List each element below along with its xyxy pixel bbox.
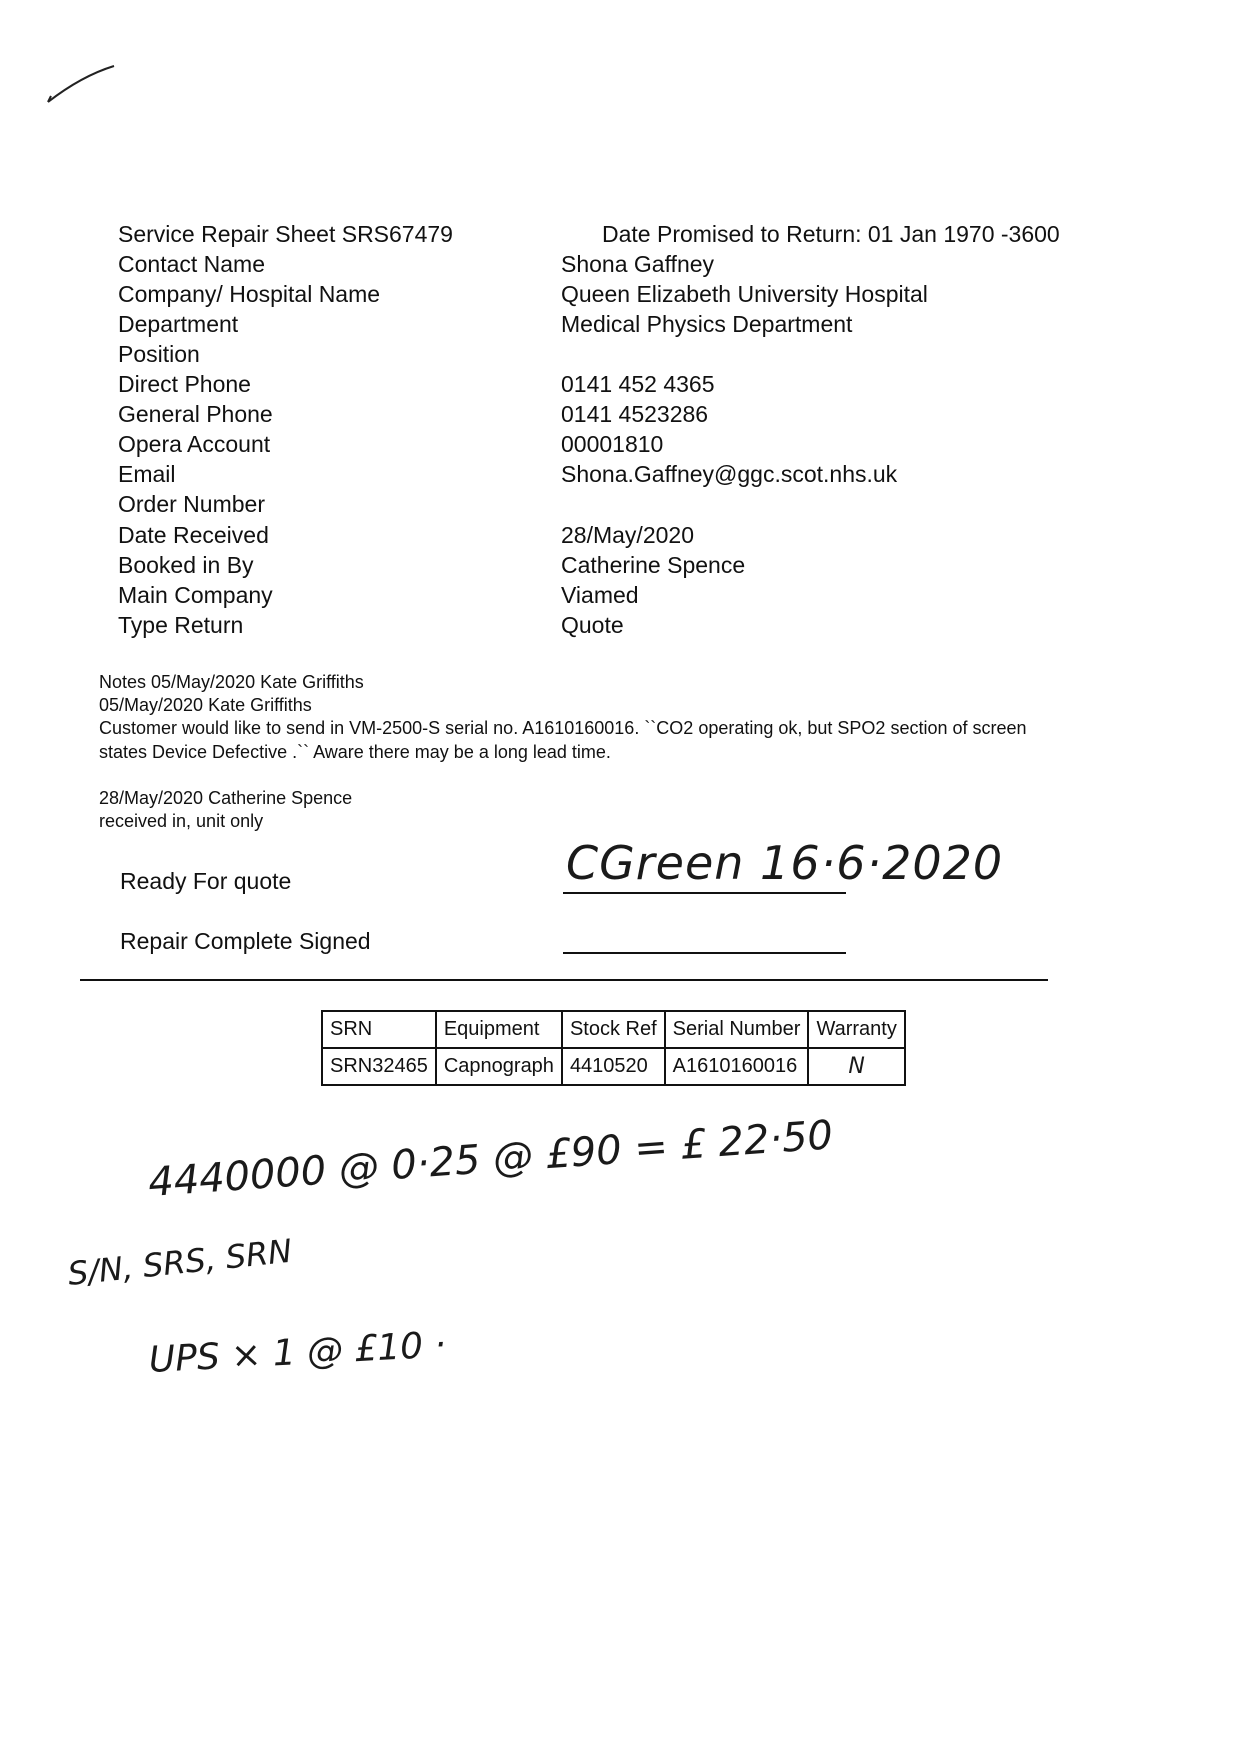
field-value-main-company: Viamed bbox=[561, 582, 639, 608]
notes-line: 28/May/2020 Catherine Spence bbox=[99, 788, 353, 808]
repair-complete-label: Repair Complete Signed bbox=[120, 928, 371, 954]
field-label-booked-in-by: Booked in By bbox=[118, 552, 254, 578]
field-label-date-received: Date Received bbox=[118, 522, 269, 548]
field-value-department: Medical Physics Department bbox=[561, 311, 853, 337]
pen-mark-icon bbox=[44, 60, 116, 106]
notes-line: received in, unit only bbox=[99, 811, 264, 831]
table-header-row bbox=[322, 1011, 905, 1048]
field-label-opera-account: Opera Account bbox=[118, 431, 271, 457]
field-label-email: Email bbox=[118, 461, 176, 487]
sheet-title: Service Repair Sheet SRS67479 bbox=[118, 221, 453, 247]
field-value-date-received: 28/May/2020 bbox=[561, 522, 694, 548]
notes-line: states Device Defective .`` Aware there may be a long lead time. bbox=[99, 742, 611, 762]
table-cell-stock-ref: 4410520 bbox=[562, 1048, 665, 1085]
table-row bbox=[322, 1048, 905, 1085]
field-label-company: Company/ Hospital Name bbox=[118, 281, 381, 307]
table-cell-warranty bbox=[808, 1048, 904, 1085]
section-divider bbox=[80, 979, 1048, 981]
notes-line: Notes 05/May/2020 Kate Griffiths bbox=[99, 672, 364, 692]
handwritten-quote-line: 4440000 @ 0·25 @ £90 = £ 22·50 bbox=[146, 1112, 835, 1206]
equipment-table bbox=[321, 1010, 906, 1086]
field-label-general-phone: General Phone bbox=[118, 401, 273, 427]
notes-line: 05/May/2020 Kate Griffiths bbox=[99, 695, 312, 715]
table-header: Stock Ref bbox=[562, 1011, 665, 1048]
table-header: Warranty bbox=[808, 1011, 904, 1048]
warranty-handwritten: N bbox=[848, 1054, 865, 1079]
field-label-department: Department bbox=[118, 311, 239, 337]
field-label-position: Position bbox=[118, 341, 200, 367]
field-label-type-return: Type Return bbox=[118, 612, 244, 638]
date-promised: Date Promised to Return: 01 Jan 1970 -3600 bbox=[602, 221, 1060, 247]
field-value-type-return: Quote bbox=[561, 612, 624, 638]
table-header: Equipment bbox=[436, 1011, 562, 1048]
field-value-opera-account: 00001810 bbox=[561, 431, 664, 457]
field-value-booked-in-by: Catherine Spence bbox=[561, 552, 746, 578]
table-cell-srn: SRN32465 bbox=[322, 1048, 436, 1085]
field-value-company: Queen Elizabeth University Hospital bbox=[561, 281, 928, 307]
field-value-email: Shona.Gaffney@ggc.scot.nhs.uk bbox=[561, 461, 898, 487]
table-cell-equipment: Capnograph bbox=[436, 1048, 562, 1085]
ready-for-quote-label: Ready For quote bbox=[120, 868, 292, 894]
field-label-main-company: Main Company bbox=[118, 582, 273, 608]
handwritten-reference-line: S/N, SRS, SRN bbox=[66, 1231, 294, 1293]
handwritten-ups-line: UPS × 1 @ £10 · bbox=[147, 1324, 447, 1381]
table-header: SRN bbox=[322, 1011, 436, 1048]
notes-line: Customer would like to send in VM-2500-S serial no. A1610160016. ``CO2 operating ok, but SPO2 section of screen bbox=[99, 718, 1027, 738]
table-cell-serial-number: A1610160016 bbox=[665, 1048, 809, 1085]
field-value-direct-phone: 0141 452 4365 bbox=[561, 371, 715, 397]
field-label-direct-phone: Direct Phone bbox=[118, 371, 251, 397]
ready-signature: CGreen 16·6·2020 bbox=[566, 836, 1004, 890]
repair-complete-signature-line bbox=[563, 952, 846, 954]
field-label-contact-name: Contact Name bbox=[118, 251, 266, 277]
field-value-general-phone: 0141 4523286 bbox=[561, 401, 709, 427]
field-value-contact-name: Shona Gaffney bbox=[561, 251, 715, 277]
field-label-order-number: Order Number bbox=[118, 491, 265, 517]
table-header: Serial Number bbox=[665, 1011, 809, 1048]
ready-signature-line bbox=[563, 892, 846, 894]
